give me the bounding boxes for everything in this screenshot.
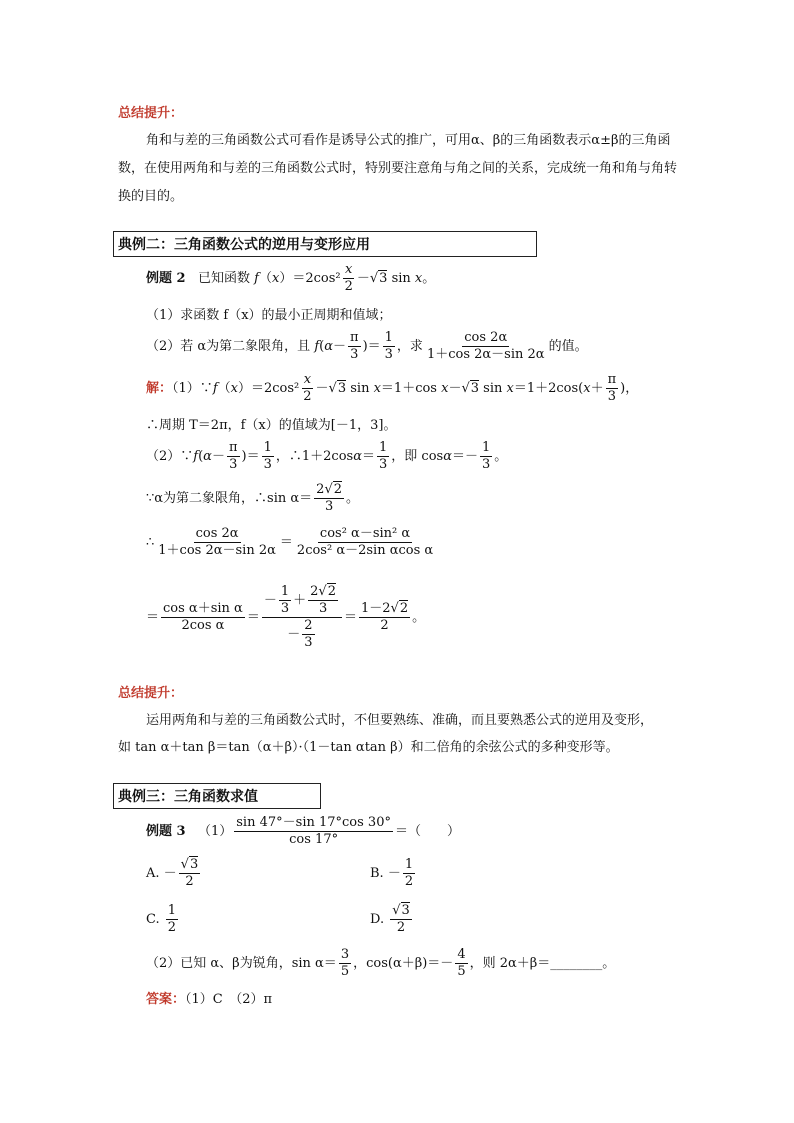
- fraction: $\frac{1}{3}$: [263, 440, 272, 472]
- fraction: $\frac{1}{3}$: [384, 330, 393, 362]
- solution-line-1: 解：（1）∵f（x）＝2cos² $\frac{x}{2}$ －√3 sin x＝1＋cos x－√3 sin x＝1＋2cos(x＋ $\frac{\pi}{3}$ )，: [146, 372, 639, 404]
- option-a-label: A.: [146, 866, 160, 881]
- fraction: $\frac{1}{3}$: [482, 440, 491, 472]
- fraction: $\frac{1}{2}$: [404, 857, 414, 889]
- fraction: [234, 815, 393, 848]
- q2-prefix-3: （2）已知 α、β为锐角，sin α＝: [146, 956, 337, 971]
- option-b: B. － $\frac{1}{2}$: [370, 857, 414, 889]
- summary-text-2a: 运用两角和与差的三角函数公式时，不但要熟练、准确，而且要熟悉公式的逆用及变形，: [146, 713, 654, 728]
- fraction: $\frac{\text{cos² α－sin² α}}{\text{2cos² α－2sin αcos α}}$: [296, 526, 434, 558]
- fraction: $\frac{2√2}{3}$: [316, 482, 343, 514]
- fraction: $\frac{1-2√2}{2}$: [361, 601, 409, 633]
- fraction: $\frac{\cos 2\alpha}{1+\cos 2\alpha-\sin 2\alpha}$: [158, 526, 276, 558]
- fraction: $\frac{\cos 2\alpha}{1+\cos 2\alpha-\sin 2\alpha}$: [426, 330, 545, 362]
- fraction: － $\frac{1}{3}$ ＋ $\frac{2√2}{3}$ － $\frac{2}{3}$: [262, 584, 342, 651]
- option-b-label: B.: [370, 866, 384, 881]
- option-d: [370, 903, 414, 936]
- period-line: ∴周期 T＝2π，f（x）的值域为[－1，3]。: [146, 418, 397, 433]
- answer-label: 答案：: [146, 992, 186, 1007]
- section-title-2: 典例二：三角函数公式的逆用与变形应用: [113, 231, 537, 257]
- q1-suffix: ＝（ ）: [394, 824, 460, 839]
- solution-line-3: ∵α为第二象限角，∴sin α＝ $\frac{2√2}{3}$ 。: [146, 482, 360, 514]
- solution-line-4: ∴ $\frac{\cos 2\alpha}{1+\cos 2\alpha-\sin 2\alpha}$ ＝ $\frac{\text{cos² α－sin² α}}{\text{2cos² α－2sin αcos α}}$: [146, 526, 434, 558]
- answer-line: [146, 986, 272, 1014]
- option-d-label: D.: [370, 912, 385, 927]
- q2-mid-3: ，cos(α＋β)＝－: [353, 956, 454, 971]
- fraction: $\frac{√3}{2}$: [392, 903, 410, 935]
- solution-line-2: （2）∵f(α－ $\frac{\pi}{3}$ )＝ $\frac{1}{3}$ ，∴1＋2cosα＝ $\frac{1}{3}$ ，即 cosα＝－ $\frac{1}{3}$ 。: [146, 440, 508, 472]
- fraction: $\frac{x}{2}$: [303, 372, 312, 404]
- example2-statement: 例题 2 已知函数 f（x）＝2cos² $\frac{x}{2}$ －√3 sin x。: [146, 262, 436, 294]
- example2-intro: 已知函数: [197, 271, 250, 286]
- q2-prefix: （2）若 α为第二象限角，且: [146, 339, 311, 354]
- example2-label: 例题 2: [146, 271, 186, 286]
- summary-text-1: 角和与差的三角函数公式可看作是诱导公式的推广，可用α、β的三角函数表示α±β的三角函数，在使用两角和与差的三角函数公式时，特别要注意角与角之间的关系，完成统一角和角与角转换的目的。: [118, 133, 678, 204]
- answer-text: （1）C （2）π: [185, 992, 273, 1007]
- fraction: $\frac{x}{2}$: [344, 262, 353, 294]
- fraction: $\frac{3}{5}$: [340, 947, 350, 979]
- q1-numerator: sin 47°－sin 17°cos 30°: [236, 815, 391, 830]
- example2-q1: （1）求函数 f（x）的最小正周期和值域；: [146, 308, 392, 323]
- example2-q2: （2）若 α为第二象限角，且 f(α－ $\frac{\pi}{3}$ )＝ $\frac{1}{3}$ ，求 $\frac{\cos 2\alpha}{1+\cos 2\alpha-\sin 2\alpha}$ 的值。: [146, 330, 588, 362]
- option-c: [146, 903, 180, 936]
- summary-heading-2: 总结提升：: [118, 686, 184, 701]
- option-a: A. － $\frac{√3}{2}$: [146, 857, 199, 889]
- solution-line-5: ＝ $\frac{\text{cos α＋sin α}}{\text{2cos α}}$ ＝ － $\frac{1}{3}$ ＋ $\frac{2√2}{3}$ － $\frac{2}{3}$ ＝ $\frac{1-2√2}{2}$ 。: [146, 584, 426, 650]
- fraction: $\frac{\pi}{3}$: [228, 440, 238, 472]
- q1-denominator: cos 17°: [289, 832, 339, 847]
- q1-prefix: （1）: [197, 824, 233, 839]
- fraction: $\frac{\pi}{3}$: [607, 372, 617, 404]
- solution-label: 解: [146, 381, 160, 396]
- q2-suffix: 的值。: [548, 339, 588, 354]
- summary-text-2b: 如 tan α＋tan β＝tan（α＋β）·（1－tan αtan β）和二倍角的余弦公式的多种变形等。: [118, 740, 619, 755]
- fraction: $\frac{1}{2}$: [167, 903, 177, 935]
- fraction: $\frac{\text{cos α＋sin α}}{\text{2cos α}}$: [163, 601, 243, 633]
- fraction: $\frac{\pi}{3}$: [350, 330, 359, 362]
- summary-heading-1: 总结提升：: [118, 106, 184, 121]
- q2-suffix-3: ，则 2α＋β＝________。: [469, 956, 616, 971]
- fraction: $\frac{1}{3}$: [379, 440, 388, 472]
- fraction: $\frac{√3}{2}$: [180, 857, 199, 889]
- example3-q2: [146, 947, 615, 980]
- q2-mid: ，求: [396, 339, 423, 354]
- fraction: $\frac{4}{5}$: [457, 947, 466, 979]
- example3-q1: [146, 815, 460, 848]
- example3-label: 例题 3: [146, 824, 186, 839]
- option-c-label: C.: [146, 912, 160, 927]
- section-title-3: 典例三：三角函数求值: [113, 783, 321, 809]
- alpha-line: ∵α为第二象限角，∴sin α＝: [146, 491, 313, 506]
